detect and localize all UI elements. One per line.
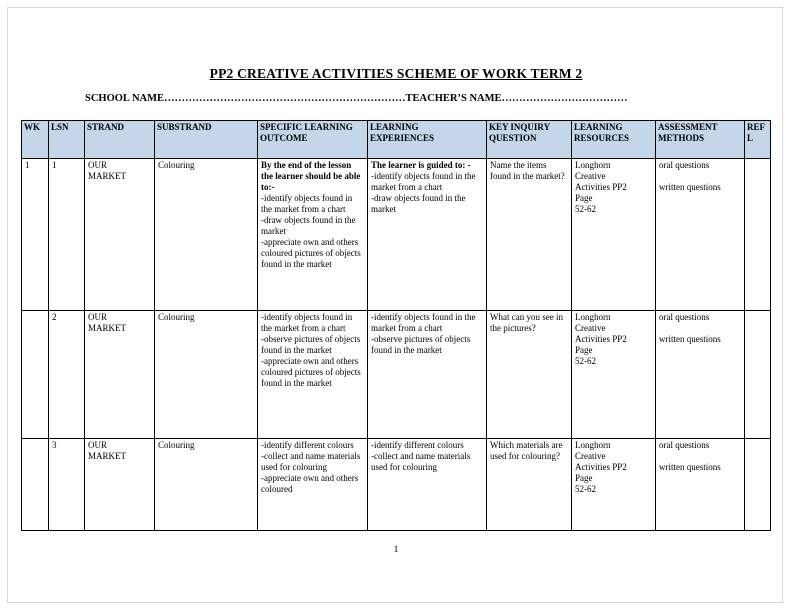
column-header: WK xyxy=(22,121,49,159)
table-cell xyxy=(745,439,771,531)
table-header xyxy=(22,121,771,159)
table-cell xyxy=(22,439,49,531)
column-header: ASSESSMENT METHODS xyxy=(656,121,745,159)
table-cell: What can you see in the pictures? xyxy=(487,311,572,439)
table-cell: -identify different colours -collect and name materials used for colouring -appreciate own and others coloured xyxy=(258,439,368,531)
table-cell: 2 xyxy=(49,311,85,439)
page-number: 1 xyxy=(393,545,399,555)
table-body xyxy=(22,159,771,531)
column-header: LEARNING EXPERIENCES xyxy=(368,121,487,159)
table-container xyxy=(21,120,771,531)
table-cell: Colouring xyxy=(155,439,258,531)
column-header: KEY INQUIRY QUESTION xyxy=(487,121,572,159)
scheme-table xyxy=(21,120,771,531)
table-cell: OUR MARKET xyxy=(85,311,155,439)
table-cell: Name the items found in the market? xyxy=(487,159,572,311)
column-header: LEARNING RESOURCES xyxy=(572,121,656,159)
column-header: STRAND xyxy=(85,121,155,159)
table-cell: OUR MARKET xyxy=(85,159,155,311)
table-cell: Longhorn Creative Activities PP2 Page 52-62 xyxy=(572,159,656,311)
table-cell: Which materials are used for colouring? xyxy=(487,439,572,531)
table-cell: oral questions written questions xyxy=(656,311,745,439)
table-cell: Longhorn Creative Activities PP2 Page 52-62 xyxy=(572,311,656,439)
column-header: REFL xyxy=(745,121,771,159)
table-cell: -identify objects found in the market from a chart -observe pictures of objects found in the market xyxy=(368,311,487,439)
table-cell xyxy=(22,311,49,439)
table-cell: oral questions written questions xyxy=(656,159,745,311)
table-cell: 1 xyxy=(49,159,85,311)
table-cell: By the end of the lesson the learner should be able to:- -identify objects found in the market from a chart -draw objects found in the market -appreciate own and others coloured pictures of objects found in the market xyxy=(258,159,368,311)
table-cell: -identify objects found in the market from a chart -observe pictures of objects found in the market -appreciate own and others coloured pictures of objects found in the market xyxy=(258,311,368,439)
table-cell: 3 xyxy=(49,439,85,531)
table-cell: oral questions written questions xyxy=(656,439,745,531)
table-cell: -identify different colours -collect and name materials used for colouring xyxy=(368,439,487,531)
table-cell xyxy=(745,159,771,311)
table-cell: OUR MARKET xyxy=(85,439,155,531)
school-teacher-line: SCHOOL NAME……………………………………………………………TEACHER’S NAME……………………………… xyxy=(85,93,628,104)
table-cell: Longhorn Creative Activities PP2 Page 52-62 xyxy=(572,439,656,531)
document-title: PP2 CREATIVE ACTIVITIES SCHEME OF WORK TERM 2 xyxy=(209,66,583,81)
table-row xyxy=(22,311,771,439)
table-cell: The learner is guided to: - -identify objects found in the market from a chart -draw objects found in the market xyxy=(368,159,487,311)
column-header: LSN xyxy=(49,121,85,159)
table-cell: Colouring xyxy=(155,159,258,311)
table-cell: Colouring xyxy=(155,311,258,439)
column-header: SPECIFIC LEARNING OUTCOME xyxy=(258,121,368,159)
table-cell xyxy=(745,311,771,439)
table-row xyxy=(22,159,771,311)
table-cell: 1 xyxy=(22,159,49,311)
header-row xyxy=(22,121,771,159)
column-header: SUBSTRAND xyxy=(155,121,258,159)
table-row xyxy=(22,439,771,531)
